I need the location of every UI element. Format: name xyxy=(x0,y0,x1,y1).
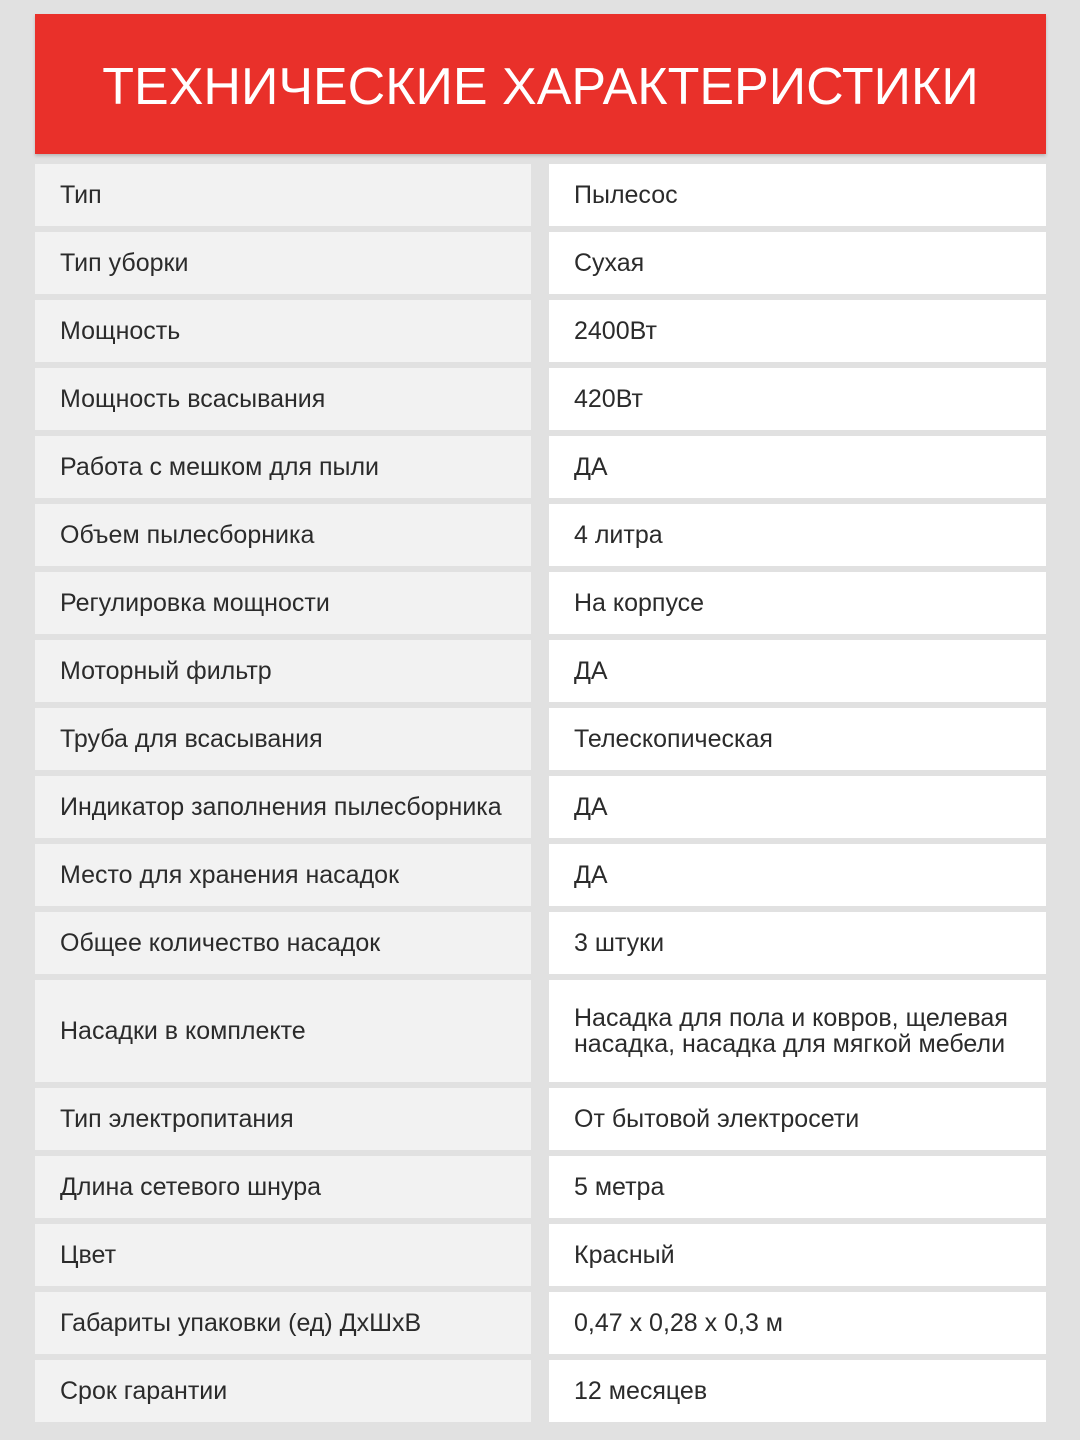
spec-value: ДА xyxy=(549,436,1046,498)
spec-label: Работа с мешком для пыли xyxy=(35,436,531,498)
spec-row-warranty xyxy=(35,1360,1046,1422)
spec-row-suction-tube xyxy=(35,708,1046,770)
spec-value: Пылесос xyxy=(549,164,1046,226)
spec-label: Мощность xyxy=(35,300,531,362)
spec-label: Срок гарантии xyxy=(35,1360,531,1422)
spec-value: ДА xyxy=(549,844,1046,906)
spec-row-power-supply xyxy=(35,1088,1046,1150)
spec-label: Объем пылесборника xyxy=(35,504,531,566)
spec-row-fill-indicator xyxy=(35,776,1046,838)
spec-label: Общее количество насадок xyxy=(35,912,531,974)
spec-row-motor-filter xyxy=(35,640,1046,702)
spec-value: 420Вт xyxy=(549,368,1046,430)
spec-value: 5 метра xyxy=(549,1156,1046,1218)
spec-row-power-control xyxy=(35,572,1046,634)
spec-label: Габариты упаковки (ед) ДхШхВ xyxy=(35,1292,531,1354)
spec-value: ДА xyxy=(549,640,1046,702)
spec-value: 12 месяцев xyxy=(549,1360,1046,1422)
spec-label: Моторный фильтр xyxy=(35,640,531,702)
spec-row-dust-bag xyxy=(35,436,1046,498)
spec-label: Мощность всасывания xyxy=(35,368,531,430)
spec-row-cord-length xyxy=(35,1156,1046,1218)
spec-row-power xyxy=(35,300,1046,362)
spec-label: Регулировка мощности xyxy=(35,572,531,634)
spec-value: 4 литра xyxy=(549,504,1046,566)
spec-value: 2400Вт xyxy=(549,300,1046,362)
spec-value: ДА xyxy=(549,776,1046,838)
spec-label: Насадки в комплекте xyxy=(35,980,531,1082)
spec-row-dust-volume xyxy=(35,504,1046,566)
spec-value: На корпусе xyxy=(549,572,1046,634)
spec-value: 0,47 х 0,28 х 0,3 м xyxy=(549,1292,1046,1354)
header-banner xyxy=(35,14,1046,154)
spec-value: Телескопическая xyxy=(549,708,1046,770)
spec-row-package-dimensions xyxy=(35,1292,1046,1354)
spec-label: Цвет xyxy=(35,1224,531,1286)
spec-row-nozzle-storage xyxy=(35,844,1046,906)
spec-value: 3 штуки xyxy=(549,912,1046,974)
spec-label: Длина сетевого шнура xyxy=(35,1156,531,1218)
spec-value: От бытовой электросети xyxy=(549,1088,1046,1150)
spec-label: Тип xyxy=(35,164,531,226)
spec-row-type xyxy=(35,164,1046,226)
spec-row-nozzle-count xyxy=(35,912,1046,974)
spec-value: Насадка для пола и ковров, щелевая насадка, насадка для мягкой мебели xyxy=(549,980,1046,1082)
spec-label: Тип электропитания xyxy=(35,1088,531,1150)
spec-label: Место для хранения насадок xyxy=(35,844,531,906)
spec-value: Красный xyxy=(549,1224,1046,1286)
specs-table xyxy=(35,164,1046,1428)
spec-value: Сухая xyxy=(549,232,1046,294)
spec-row-suction-power xyxy=(35,368,1046,430)
spec-label: Труба для всасывания xyxy=(35,708,531,770)
spec-row-included-nozzles xyxy=(35,980,1046,1082)
spec-row-color xyxy=(35,1224,1046,1286)
spec-label: Индикатор заполнения пылесборника xyxy=(35,776,531,838)
spec-label: Тип уборки xyxy=(35,232,531,294)
page-title: ТЕХНИЧЕСКИЕ ХАРАКТЕРИСТИКИ xyxy=(102,58,979,116)
spec-row-cleaning-type xyxy=(35,232,1046,294)
